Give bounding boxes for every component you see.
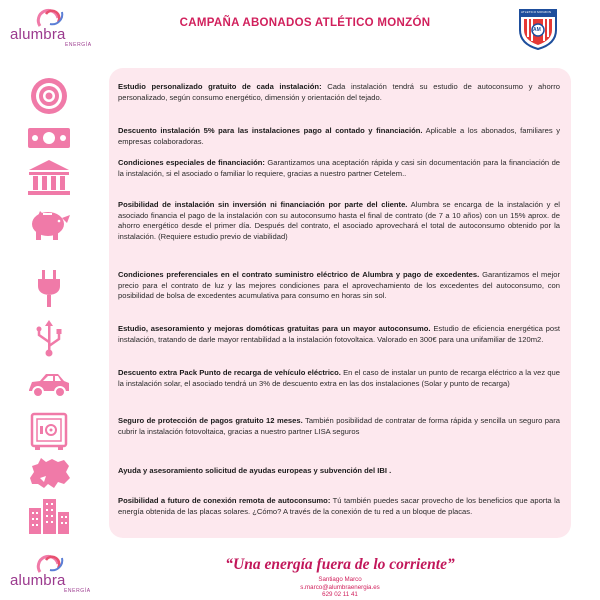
europe-map-icon [26, 454, 72, 494]
brand-sub: ENERGÍA [65, 42, 92, 48]
benefit-title: Ayuda y asesoramiento solicitud de ayudas europeas y subvención del IBI . [118, 466, 392, 475]
benefit-title: Condiciones especiales de financiación: [118, 158, 265, 167]
brand-sub-footer: ENERGÍA [64, 588, 91, 594]
brand-name-footer: alumbra [10, 572, 66, 589]
safe-icon [26, 412, 72, 452]
benefit-item [118, 82, 560, 103]
benefit-title: Descuento extra Pack Punto de recarga de vehículo eléctrico. [118, 368, 341, 377]
contact-phone[interactable]: 629 02 11 41 [322, 591, 358, 599]
benefit-text: Aplicable a los abonados, familiares y empresas colaboradoras. [118, 126, 560, 146]
benefit-text: Garantizamos el mejor precio para el contrato de luz y las mejores condiciones para el aprovechamiento de los excedentes del autoconsumo, con posibilidad de bolsa de excedentes acumulativa para consumo en horas sin sol. [118, 270, 560, 300]
crest-text: ATLETICO MONZON [521, 10, 552, 14]
buildings-icon [26, 496, 72, 536]
benefit-title: Posibilidad de instalación sin inversión ni financiación por parte del cliente. [118, 200, 408, 209]
contact-block [240, 576, 440, 599]
car-icon [26, 364, 72, 404]
benefit-title: Posibilidad a futuro de conexión remota de autoconsumo: [118, 496, 331, 505]
benefit-item [118, 324, 560, 345]
benefit-item [118, 368, 560, 389]
benefit-item [118, 158, 560, 179]
piggy-bank-icon [26, 203, 72, 243]
target-icon [26, 76, 72, 116]
benefit-title: Estudio, asesoramiento y mejoras domóticas gratuitas para un mayor autoconsumo. [118, 324, 431, 333]
crest-initials: AM [533, 27, 541, 33]
benefit-text: Tú también puedes sacar provecho de los beneficios que aporta la energía obtenida de las placas solares. ¿Cómo? A través de la conexión de tu red a un bloque de placas. [118, 496, 560, 516]
contact-email[interactable]: s.marco@alumbraenergia.es [300, 583, 380, 591]
benefit-title: Condiciones preferenciales en el contrato suministro eléctrico de Alumbra y pago de excedentes. [118, 270, 480, 279]
benefit-text: Cada instalación tendrá su estudio de autoconsumo y ahorro personalizado, según consumo energético, dimensión y orientación del tejado. [118, 82, 560, 102]
benefit-item [118, 416, 560, 437]
banknote-icon [26, 118, 72, 158]
plug-icon [26, 268, 72, 308]
benefit-item [118, 200, 560, 242]
benefit-text: Garantizamos una aceptación rápida y casi sin documentación para la financiación de la instalación, si el asociado o familiar lo requiere, gracias a nuestro partner Cetelem.. [118, 158, 561, 178]
benefit-item [118, 496, 560, 517]
benefit-text: En el caso de instalar un punto de recarga eléctrico a la vez que la instalación solar, el asociado tendrá un 3% de descuento extra en las dos instalaciones (Solar y punto de recarga) [118, 368, 560, 388]
benefit-title: Descuento instalación 5% para las instalaciones pago al contado y financiación. [118, 126, 423, 135]
benefit-title: Estudio personalizado gratuito de cada instalación: [118, 82, 322, 91]
benefit-text: Estudio de eficiencia energética post instalación, tratando de darle mayor rentabilidad a la instalación fotovoltaica. Valorado en 300€ para una unifamiliar de 120m2. [118, 324, 560, 344]
usb-icon [26, 318, 72, 358]
benefit-title: Seguro de protección de pagos gratuito 12 meses. [118, 416, 303, 425]
page-title: CAMPAÑA ABONADOS ATLÉTICO MONZÓN [179, 17, 431, 29]
benefit-item [118, 126, 560, 147]
contact-name: Santiago Marco [318, 576, 362, 583]
benefit-item [118, 270, 560, 302]
header [0, 0, 600, 55]
benefit-item [118, 466, 560, 477]
benefit-text: También posibilidad de contratar de forma rápida y sencilla un seguro para cubrir la instalación fotovoltaica, gracias a nuestro partner LISA seguros [118, 416, 560, 436]
benefit-text: Alumbra se encarga de la instalación y el asociado financia el pago de la instalación con su autoconsumo hasta el final de contrato (de 7 a 10 años) con un 15% aprox. de ahorro energético desde el primer día. Después del contrato, el asociado aprovechará el total de autoconsumo obtenido por la instalación. (Requiere estudio previo de viabilidad) [118, 200, 560, 241]
bank-icon [26, 158, 72, 198]
slogan: “Una energía fuera de lo corriente” [225, 556, 455, 573]
brand-name: alumbra [10, 26, 66, 43]
